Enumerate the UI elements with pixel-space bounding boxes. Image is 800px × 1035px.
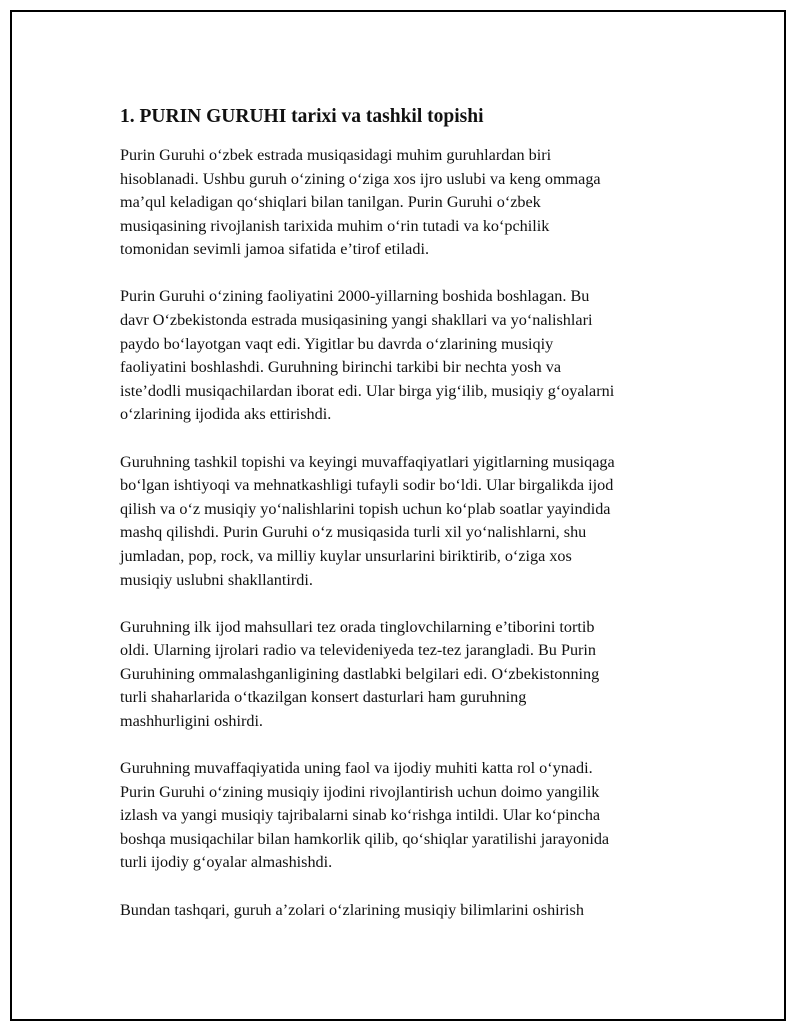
text-line: boshqa musiqachilar bilan hamkorlik qilib, qo‘shiqlar yaratilishi jarayonida <box>120 829 610 848</box>
text-line: oldi. Ularning ijrolari radio va televideniyeda tez-tez jarangladi. Bu Purin <box>120 641 597 660</box>
text-line: mashhurligini oshirdi. <box>120 711 263 730</box>
text-line: tomonidan sevimli jamoa sifatida e’tirof etiladi. <box>120 240 429 259</box>
paragraph-2 <box>120 285 700 427</box>
text-line: Guruhning tashkil topishi va keyingi muvaffaqiyatlari yigitlarning musiqaga <box>120 452 615 471</box>
text-line: qilish va o‘z musiqiy yo‘nalishlarini topish uchun ko‘plab soatlar yayindida <box>120 499 611 518</box>
text-line: turli ijodiy g‘oyalar almashishdi. <box>120 853 333 872</box>
paragraph-5 <box>120 757 700 875</box>
document-body <box>120 104 700 946</box>
text-line: bo‘lgan ishtiyoqi va mehnatkashligi tufayli sodir bo‘ldi. Ular birgalikda ijod <box>120 476 614 495</box>
paragraph-3 <box>120 451 700 593</box>
text-line: Purin Guruhi o‘zining faoliyatini 2000-yillarning boshida boshlagan. Bu <box>120 287 590 306</box>
text-line: turli shaharlarida o‘tkazilgan konsert dasturlari ham guruhning <box>120 688 527 707</box>
text-line: iste’dodli musiqachilardan iborat edi. Ular birga yig‘ilib, musiqiy g‘oyalarni <box>120 381 615 400</box>
text-line: o‘zlarining ijodida aks ettirishdi. <box>120 405 332 424</box>
text-line: paydo bo‘layotgan vaqt edi. Yigitlar bu davrda o‘zlarining musiqiy <box>120 334 554 353</box>
paragraph-6 <box>120 899 700 923</box>
page-frame <box>10 10 786 1021</box>
paragraph-4 <box>120 616 700 734</box>
text-line: Purin Guruhi o‘zbek estrada musiqasidagi muhim guruhlardan biri <box>120 146 552 164</box>
text-line: ma’qul keladigan qo‘shiqlari bilan tanilgan. Purin Guruhi o‘zbek <box>120 193 541 212</box>
text-line: Guruhining ommalashganligining dastlabki belgilari edi. O‘zbekistonning <box>120 664 600 683</box>
text-line: Purin Guruhi o‘zining musiqiy ijodini rivojlantirish uchun doimo yangilik <box>120 782 600 801</box>
text-line: jumladan, pop, rock, va milliy kuylar unsurlarini biriktirib, o‘ziga xos <box>120 546 572 565</box>
text-line: musiqiy uslubni shakllantirdi. <box>120 570 313 589</box>
text-line: faoliyatini boshlashdi. Guruhning birinchi tarkibi bir nechta yosh va <box>120 358 562 377</box>
text-line: Guruhning muvaffaqiyatida uning faol va ijodiy muhiti katta rol o‘ynadi. <box>120 759 593 778</box>
text-line: Guruhning ilk ijod mahsullari tez orada tinglovchilarning e’tiborini tortib <box>120 617 595 636</box>
text-line: Bundan tashqari, guruh a’zolari o‘zlarining musiqiy bilimlarini oshirish <box>120 900 584 919</box>
text-line: hisoblanadi. Ushbu guruh o‘zining o‘ziga xos ijro uslubi va keng ommaga <box>120 169 601 188</box>
text-line: davr O‘zbekistonda estrada musiqasining yangi shakllari va yo‘nalishlari <box>120 311 593 330</box>
text-line: izlash va yangi musiqiy tajribalarni sinab ko‘rishga intildi. Ular ko‘pincha <box>120 806 601 825</box>
text-line: musiqasining rivojlanish tarixida muhim o‘rin tutadi va ko‘pchilik <box>120 216 550 235</box>
paragraph-1 <box>120 144 700 262</box>
text-line: mashq qilishdi. Purin Guruhi o‘z musiqasida turli xil yo‘nalishlarni, shu <box>120 523 587 542</box>
section-heading: 1. PURIN GURUHI tarixi va tashkil topishi <box>120 106 484 127</box>
